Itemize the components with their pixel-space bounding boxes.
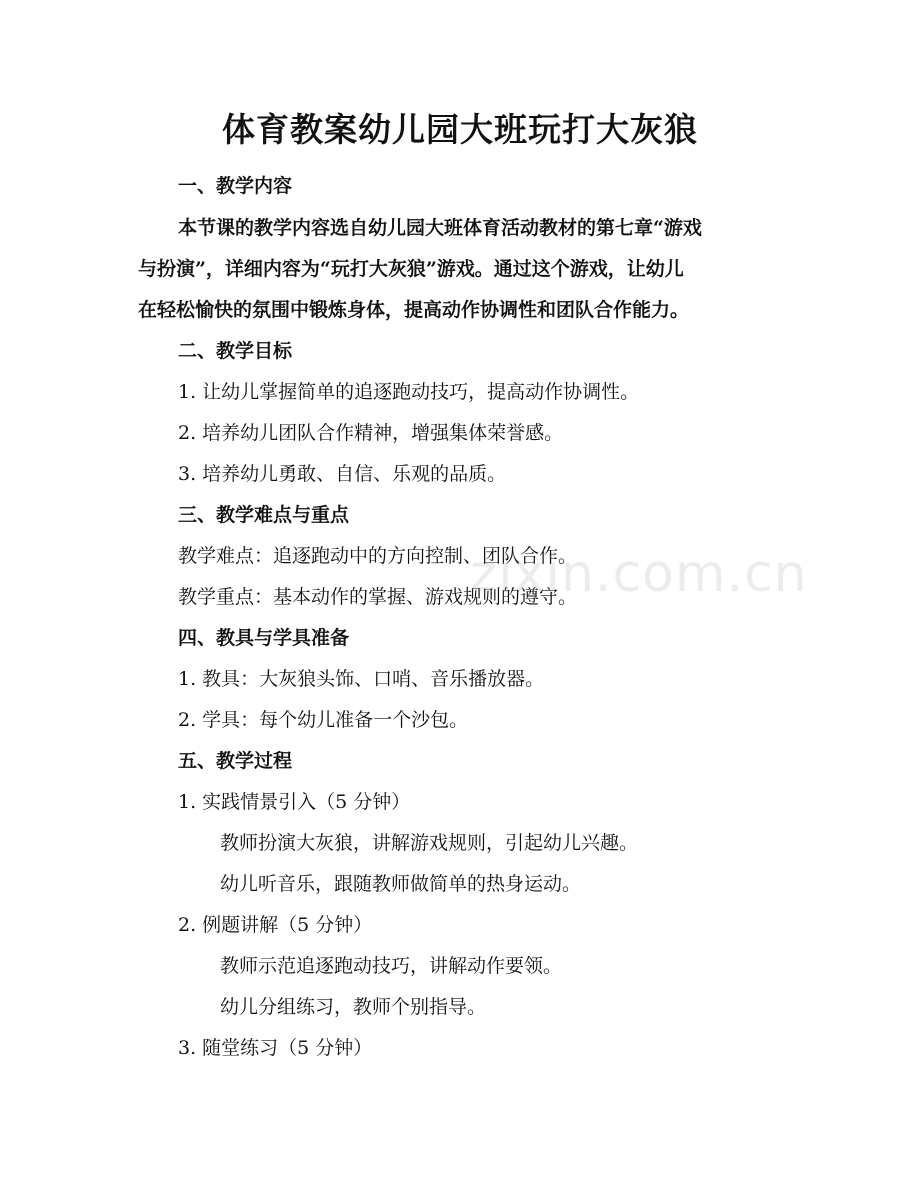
process-step: 2. 例题讲解（5 分钟） bbox=[178, 914, 373, 936]
process-substep: 教师扮演大灰狼，讲解游戏规则，引起幼儿兴趣。 bbox=[220, 832, 639, 854]
process-substep: 幼儿分组练习，教师个别指导。 bbox=[220, 996, 487, 1018]
paragraph-line: 与扮演”，详细内容为“玩打大灰狼”游戏。通过这个游戏，让幼儿 bbox=[138, 258, 684, 280]
section-heading-objectives: 二、教学目标 bbox=[178, 340, 293, 362]
watermark: zixin.com.cn bbox=[470, 544, 808, 604]
section-heading-content: 一、教学内容 bbox=[178, 175, 293, 197]
section-heading-difficulties: 三、教学难点与重点 bbox=[178, 504, 350, 526]
process-substep: 教师示范追逐跑动技巧，讲解动作要领。 bbox=[220, 955, 563, 977]
list-item: 1. 让幼儿掌握简单的追逐跑动技巧，提高动作协调性。 bbox=[178, 381, 640, 403]
process-step: 3. 随堂练习（5 分钟） bbox=[178, 1037, 373, 1059]
process-substep: 幼儿听音乐，跟随教师做简单的热身运动。 bbox=[220, 873, 582, 895]
list-item: 1. 教具：大灰狼头饰、口哨、音乐播放器。 bbox=[178, 668, 545, 690]
list-item: 教学难点：追逐跑动中的方向控制、团队合作。 bbox=[178, 545, 578, 567]
list-item: 3. 培养幼儿勇敢、自信、乐观的品质。 bbox=[178, 463, 507, 485]
paragraph-line: 在轻松愉快的氛围中锻炼身体，提高动作协调性和团队合作能力。 bbox=[138, 299, 690, 321]
document-title: 体育教案幼儿园大班玩打大灰狼 bbox=[222, 110, 698, 149]
process-step: 1. 实践情景引入（5 分钟） bbox=[178, 791, 411, 813]
section-heading-process: 五、教学过程 bbox=[178, 750, 293, 772]
list-item: 教学重点：基本动作的掌握、游戏规则的遵守。 bbox=[178, 586, 578, 608]
paragraph-line: 本节课的教学内容选自幼儿园大班体育活动教材的第七章“游戏 bbox=[178, 217, 702, 239]
section-heading-materials: 四、教具与学具准备 bbox=[178, 627, 350, 649]
list-item: 2. 学具：每个幼儿准备一个沙包。 bbox=[178, 709, 469, 731]
list-item: 2. 培养幼儿团队合作精神，增强集体荣誉感。 bbox=[178, 422, 564, 444]
